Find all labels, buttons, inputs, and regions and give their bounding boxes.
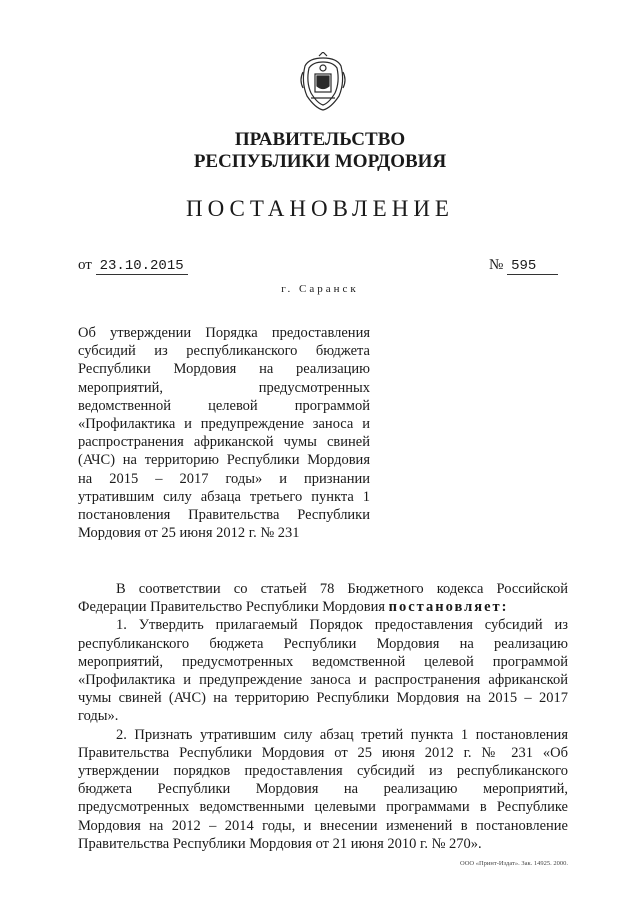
subject-line: мероприятий, предусмотренных xyxy=(78,379,370,396)
coat-of-arms-icon xyxy=(297,52,349,112)
subject-line: ведомственной целевой программой xyxy=(78,397,370,414)
printer-footer: ООО «Принт-Издат». Зак. 14925. 2000. xyxy=(460,860,569,867)
subject-line: субсидий из республиканского бюджета xyxy=(78,343,370,360)
paragraph-1-line: мероприятий, предусмотренных ведомственной целевой программой xyxy=(78,653,568,670)
subject-line: Республики Мордовия на реализацию xyxy=(78,361,370,378)
decree-body xyxy=(78,580,568,853)
intro-line: В соответствии со статьей 78 Бюджетного кодекса Российской xyxy=(116,581,568,597)
paragraph-2-line: 2. Признать утратившим силу абзац третий пункта 1 постановления xyxy=(116,726,568,743)
number-prefix: № xyxy=(489,257,504,273)
date-prefix: от xyxy=(78,257,92,273)
paragraph-2-line: бюджета Республики Мордовия на реализацию мероприятий, xyxy=(78,781,568,798)
intro-line-text: Федерации Правительство Республики Мордовия xyxy=(78,599,385,616)
date-row xyxy=(78,257,188,274)
document-number: 595 xyxy=(507,258,558,275)
government-title-line1: ПРАВИТЕЛЬСТВО xyxy=(234,129,406,150)
subject-line: Мордовия от 25 июня 2012 г. № 231 xyxy=(78,525,300,542)
city: г. Саранск xyxy=(281,283,359,295)
paragraph-1-line: годы». xyxy=(78,708,119,725)
subject-line: на 2015 – 2017 годы» и признании xyxy=(78,470,370,487)
government-title-line2: РЕСПУБЛИКИ МОРДОВИЯ xyxy=(193,151,447,172)
subject-line: постановления Правительства Республики xyxy=(78,507,370,524)
paragraph-2-line: Мордовия на 2012 – 2014 годы, и внесении изменений в постановление xyxy=(78,817,568,834)
document-date: 23.10.2015 xyxy=(96,258,188,275)
subject-line: утратившим силу абзаца третьего пункта 1 xyxy=(78,488,370,505)
decrees-word: постановляет: xyxy=(388,599,509,616)
paragraph-2-line: Правительства Республики Мордовия от 21 июня 2010 г. № 270». xyxy=(78,835,482,852)
document-type: ПОСТАНОВЛЕНИЕ xyxy=(186,196,454,221)
decree-subject xyxy=(78,324,370,542)
subject-line: (АЧС) на территорию Республики Мордовия xyxy=(78,452,370,469)
paragraph-1-line: 1. Утвердить прилагаемый Порядок предоставления субсидий из xyxy=(116,617,568,634)
paragraph-1-line: чумы свиней (АЧС) на территорию Республики Мордовия на 2015 – 2017 xyxy=(78,690,568,707)
paragraph-2-line: предусмотренных ведомственными целевыми программами в Республике xyxy=(78,799,568,816)
paragraph-2-line: утверждении порядков предоставления субсидий из республиканского xyxy=(78,763,568,780)
subject-line: Об утверждении Порядка предоставления xyxy=(78,325,370,341)
paragraph-1-line: «Профилактика и предупреждение заноса и распространения африканской xyxy=(78,672,568,689)
subject-line: «Профилактика и предупреждение заноса и xyxy=(78,416,370,433)
subject-line: распространения африканской чумы свиней xyxy=(78,434,370,451)
paragraph-2-line: Правительства Республики Мордовия от 25 июня 2012 г. № 231 «Об xyxy=(78,744,568,761)
intro-line xyxy=(78,598,568,616)
number-row xyxy=(489,257,558,274)
paragraph-1-line: республиканского бюджета Республики Мордовия на реализацию xyxy=(78,635,568,652)
